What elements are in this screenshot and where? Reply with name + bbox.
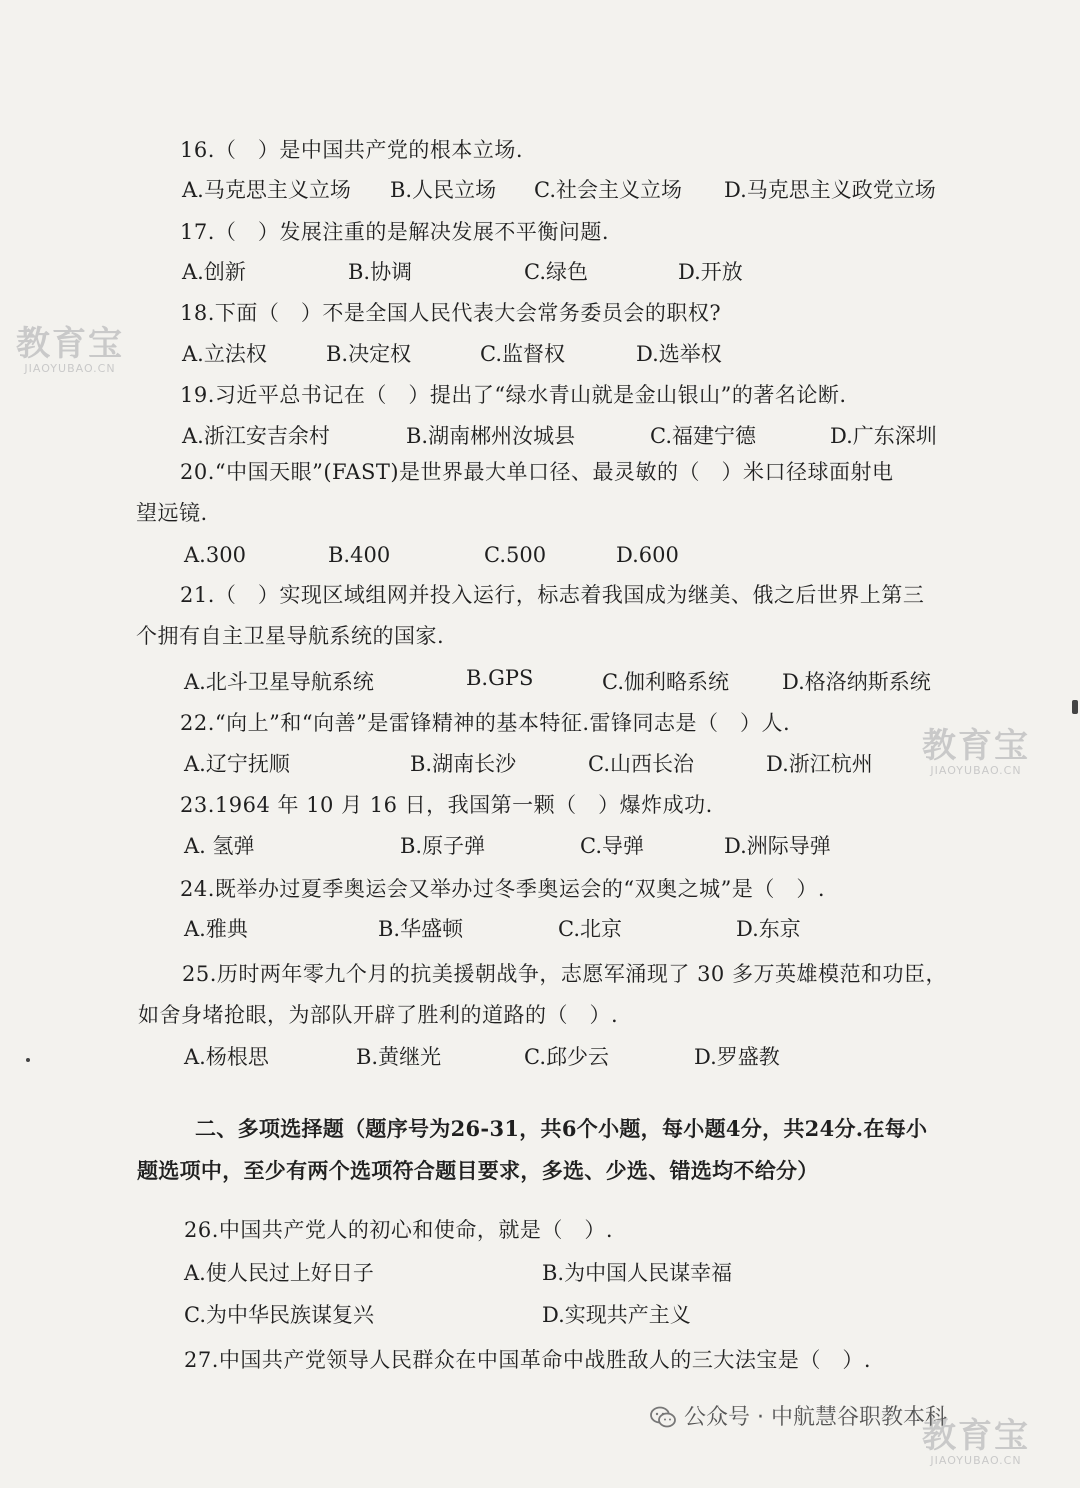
option-a: A.杨根思	[184, 1045, 269, 1069]
watermark-left	[16, 326, 124, 375]
option-a: A.马克思主义立场	[182, 178, 351, 202]
option-b: B.黄继光	[356, 1045, 442, 1069]
option-b: B.决定权	[326, 342, 412, 366]
footer-account	[650, 1400, 947, 1431]
option-c: C.山西长治	[588, 752, 694, 776]
option-d: D.罗盛教	[694, 1045, 780, 1069]
option-d: D.格洛纳斯系统	[782, 670, 931, 694]
watermark-right	[922, 728, 1030, 777]
option-a: A.辽宁抚顺	[184, 752, 290, 776]
section-heading-line-2: 题选项中，至少有两个选项符合题目要求，多选、少选、错选均不给分）	[137, 1158, 819, 1183]
option-a: A.创新	[182, 260, 246, 284]
option-c: C.北京	[558, 917, 622, 941]
option-b: B.华盛顿	[378, 917, 464, 941]
wechat-icon	[650, 1406, 676, 1428]
option-d: D.600	[616, 543, 679, 567]
option-a: A. 氢弹	[184, 834, 255, 858]
question-19: 19.习近平总书记在（ ）提出了“绿水青山就是金山银山”的著名论断.	[180, 383, 847, 407]
scan-speck	[26, 1058, 30, 1062]
watermark-title: 教育宝	[922, 726, 1030, 766]
option-c: C.导弹	[580, 834, 644, 858]
watermark-title: 教育宝	[922, 1416, 1030, 1456]
option-c: C.绿色	[524, 260, 588, 284]
section-heading	[137, 1108, 995, 1192]
option-d: D.浙江杭州	[766, 752, 873, 776]
option-d: D.马克思主义政党立场	[724, 178, 936, 202]
scan-speck	[1072, 700, 1078, 714]
option-a: A.使人民过上好日子	[184, 1261, 374, 1285]
option-a: A.雅典	[184, 917, 248, 941]
option-d: D.广东深圳	[830, 424, 937, 448]
option-b: B.为中国人民谋幸福	[542, 1261, 733, 1285]
option-c: C.监督权	[480, 342, 565, 366]
option-a: A.北斗卫星导航系统	[184, 670, 374, 694]
option-c: C.500	[484, 543, 547, 567]
option-d: D.实现共产主义	[542, 1303, 691, 1327]
option-d: D.选举权	[636, 342, 722, 366]
question-25	[138, 954, 982, 1036]
question-26: 26.中国共产党人的初心和使命，就是（ ）.	[184, 1218, 614, 1242]
option-d: D.东京	[736, 917, 801, 941]
option-b: B.400	[328, 543, 391, 567]
option-d: D.洲际导弹	[724, 834, 831, 858]
question-25-line-1: 25.历时两年零九个月的抗美援朝战争，志愿军涌现了 30 多万英雄模范和功臣，	[182, 962, 947, 986]
option-d: D.开放	[678, 260, 743, 284]
question-20	[136, 452, 980, 534]
option-c: C.为中华民族谋复兴	[184, 1303, 374, 1327]
question-22: 22.“向上”和“向善”是雷锋精神的基本特征.雷锋同志是（ ）人.	[180, 711, 791, 735]
question-21-line-1: 21.（ ）实现区域组网并投入运行，标志着我国成为继美、俄之后世界上第三	[180, 583, 925, 607]
watermark-url: JIAOYUBAO.CN	[930, 1454, 1022, 1467]
option-a: A.300	[184, 543, 246, 567]
option-b: B.人民立场	[390, 178, 497, 202]
watermark-url: JIAOYUBAO.CN	[24, 362, 116, 375]
question-20-line-1: 20.“中国天眼”(FAST)是世界最大单口径、最灵敏的（ ）米口径球面射电	[180, 460, 894, 484]
question-21-line-2: 个拥有自主卫星导航系统的国家.	[136, 624, 445, 648]
option-a: A.浙江安吉余村	[182, 424, 330, 448]
option-b: B.原子弹	[400, 834, 486, 858]
question-21	[136, 575, 980, 657]
option-b: B.湖南郴州汝城县	[406, 424, 576, 448]
option-c: C.社会主义立场	[534, 178, 682, 202]
question-25-line-2: 如舍身堵抢眼，为部队开辟了胜利的道路的（ ）.	[138, 1003, 619, 1027]
watermark-title: 教育宝	[16, 324, 124, 364]
question-17: 17.（ ）发展注重的是解决发展不平衡问题.	[180, 220, 610, 244]
option-b: B.湖南长沙	[410, 752, 517, 776]
question-16: 16.（ ）是中国共产党的根本立场.	[180, 138, 524, 162]
question-24: 24.既举办过夏季奥运会又举办过冬季奥运会的“双奥之城”是（ ）.	[180, 877, 826, 901]
option-b: B.协调	[348, 260, 413, 284]
section-heading-line-1: 二、多项选择题（题序号为26-31，共6个小题，每小题4分，共24分.在每小	[195, 1116, 928, 1141]
question-20-line-2: 望远镜.	[136, 501, 208, 525]
question-18: 18.下面（ ）不是全国人民代表大会常务委员会的职权?	[180, 301, 722, 325]
option-c: C.伽利略系统	[602, 670, 729, 694]
option-c: C.福建宁德	[650, 424, 756, 448]
option-a: A.立法权	[182, 342, 267, 366]
footer-text: 公众号 · 中航慧谷职教本科	[684, 1405, 947, 1430]
question-27: 27.中国共产党领导人民群众在中国革命中战胜敌人的三大法宝是（ ）.	[184, 1348, 872, 1372]
question-23: 23.1964 年 10 月 16 日，我国第一颗（ ）爆炸成功.	[180, 793, 713, 817]
option-b: B.GPS	[466, 666, 534, 690]
watermark-url: JIAOYUBAO.CN	[930, 764, 1022, 777]
option-c: C.邱少云	[524, 1045, 609, 1069]
